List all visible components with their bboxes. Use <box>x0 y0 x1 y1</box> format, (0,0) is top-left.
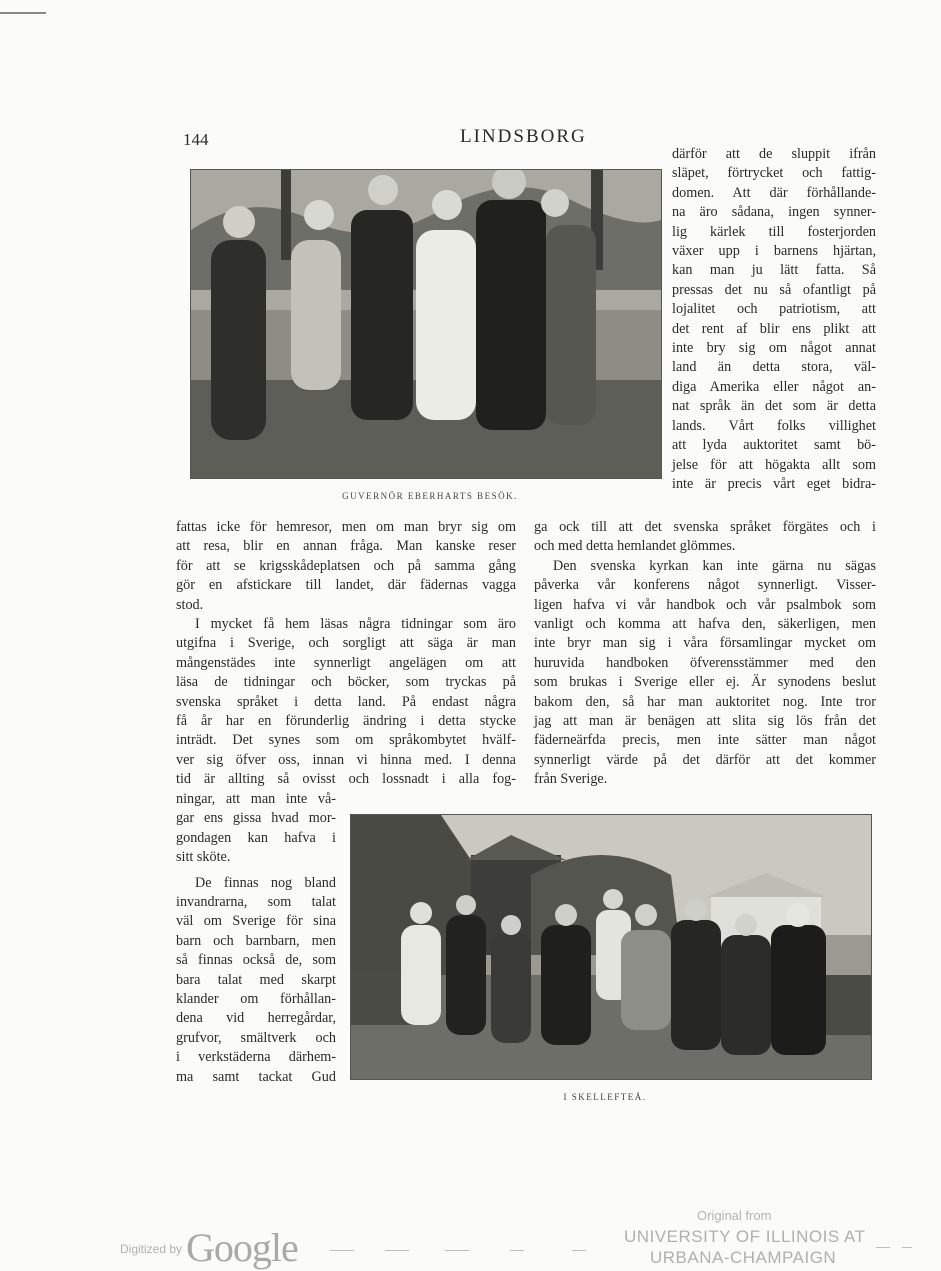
google-logo: Google <box>186 1225 298 1270</box>
caption-bottom: I SKELLEFTEÅ. <box>563 1092 647 1102</box>
text-line: invandrarna, som talat <box>176 894 336 911</box>
photo-skelleftea <box>350 814 872 1080</box>
text-line: klander om förhållan- <box>176 991 336 1008</box>
paragraph-start: Den svenska kyrkan kan inte gärna nu sägas <box>553 557 876 574</box>
left-column <box>176 518 516 790</box>
text-line: ningar, att man inte vå- <box>176 791 336 807</box>
photo-governor-visit <box>190 169 662 479</box>
text-line: jelse för att högakta allt som <box>672 456 876 473</box>
text-line: inte bry sig om något annat <box>672 340 876 357</box>
text-line: som brukas i Sverige eller ej. Är synodens beslut <box>534 674 876 691</box>
text-line: bakom den, så har man auktoritet nog. Inte tror <box>534 693 876 710</box>
text-line: växer upp i barnens hjärtan, <box>672 243 876 260</box>
text-line: domen. Att där förhållande- <box>672 184 876 201</box>
text-line: sitt sköte. <box>176 849 231 866</box>
text-line: stod. <box>176 596 204 613</box>
scan-mark <box>0 12 46 14</box>
text-line: pressas det nu så ofantligt på <box>672 281 876 298</box>
text-line: nat språk än det som är detta <box>672 398 876 415</box>
text-line: från Sverige. <box>534 771 608 788</box>
text-line: ga ock till att det svenska språket förgätes och i <box>534 519 876 535</box>
text-line: att resa, blir en annan fråga. Man kanske reser <box>176 538 516 555</box>
text-line: för att se krigsskådeplatsen och på samma gång <box>176 557 516 574</box>
divider <box>876 1247 890 1248</box>
text-line: lig kärlek till fosterjorden <box>672 223 876 240</box>
text-line: inträdt. Det synes som om språkombytet hvälf- <box>176 732 516 749</box>
text-line: huruvida handboken öfverensstämmer med den <box>534 654 876 671</box>
text-line: väl om Sverige för sina <box>176 913 336 930</box>
divider <box>572 1250 586 1251</box>
text-line: diga Amerika eller något an- <box>672 378 876 395</box>
mid-right-column <box>534 518 876 790</box>
text-line: land än detta stora, väl- <box>672 359 876 376</box>
text-line: na äro sådana, ingen synner- <box>672 204 876 221</box>
text-line: ligen hafva vi vår handbok och vår psalmbok som <box>534 596 876 613</box>
campus-label: URBANA-CHAMPAIGN <box>650 1248 837 1267</box>
text-line: synnerligt värde på det därför att det kommer <box>534 751 876 768</box>
text-line: jag att man är benägen att slita sig lös från det <box>534 713 876 730</box>
text-line: tid är allting så ovisst och lossnadt i alla fog- <box>176 771 516 788</box>
text-line: få år har en förunderlig ändring i detta stycke <box>176 713 516 730</box>
divider <box>510 1250 524 1251</box>
text-line: bara talat med skarpt <box>176 971 336 988</box>
text-line: fäderneärfda precis, men inte sätter man något <box>534 732 876 749</box>
university-label: UNIVERSITY OF ILLINOIS AT <box>624 1227 866 1246</box>
divider <box>330 1250 354 1251</box>
text-line: lojalitet och patriotism, att <box>672 301 876 318</box>
text-line: dena vid herregårdar, <box>176 1010 336 1027</box>
text-line: fattas icke för hemresor, men om man bryr sig om <box>176 519 516 535</box>
text-line: grufvor, smältverk och <box>176 1029 336 1046</box>
text-line: så finnas också de, som <box>176 952 336 969</box>
text-line: läsa de tidningar och böcker, som tryckas på <box>176 674 516 691</box>
text-line: i verkstäderna därhem- <box>176 1049 336 1066</box>
text-line: lands. Vårt folks villighet <box>672 417 876 434</box>
text-line: inte bryr man sig i våra församlingar mycket om <box>534 635 876 652</box>
text-line: barn och barnbarn, men <box>176 932 336 949</box>
right-column <box>672 145 876 494</box>
divider <box>902 1247 912 1248</box>
text-line: ma samt tackat Gud <box>176 1068 336 1085</box>
page-number: 144 <box>183 130 209 149</box>
text-line: utgifna i Sverige, och sorgligt att säga är man <box>176 635 516 652</box>
text-line: kan man ju lätt fatta. Så <box>672 262 876 279</box>
original-from-label: Original from <box>697 1208 772 1223</box>
text-line: svenska språket i detta land. På endast några <box>176 693 516 710</box>
text-line: därför att de sluppit ifrån <box>672 146 876 162</box>
text-line: det rent af blir ens plikt att <box>672 320 876 337</box>
text-line: vanligt och komma att hafva den, säkerligen, men <box>534 616 876 633</box>
text-line: att lyda auktoritet samt bö- <box>672 437 876 454</box>
divider <box>445 1250 469 1251</box>
text-line: släpet, förtrycket och fattig- <box>672 165 876 182</box>
paragraph-start: I mycket få hem läsas några tidningar som äro <box>195 616 516 633</box>
text-line: inte är precis vårt eget bidra- <box>672 475 876 492</box>
text-line: ver sig öfver oss, innan vi hinna med. I denna <box>176 751 516 768</box>
text-line: och med detta hemlandet glömmes. <box>534 538 736 555</box>
text-line: gondagen kan hafva i <box>176 829 336 846</box>
caption-top: GUVERNÖR EBERHARTS BESÖK. <box>342 491 518 501</box>
digitized-by-label: Digitized by <box>120 1242 183 1256</box>
running-title: LINDSBORG <box>460 126 587 147</box>
text-line: gar ens gissa hvad mor- <box>176 810 336 827</box>
text-line: gör en afstickare till landet, där fädernas vagga <box>176 577 516 594</box>
paragraph-start: De finnas nog bland <box>195 874 336 891</box>
text-line: påverka vår konferens något synnerligt. Visser- <box>534 577 876 594</box>
text-line: mångenstädes inte synnerligt angelägen om att <box>176 654 516 671</box>
divider <box>385 1250 409 1251</box>
narrow-column <box>176 790 336 1087</box>
